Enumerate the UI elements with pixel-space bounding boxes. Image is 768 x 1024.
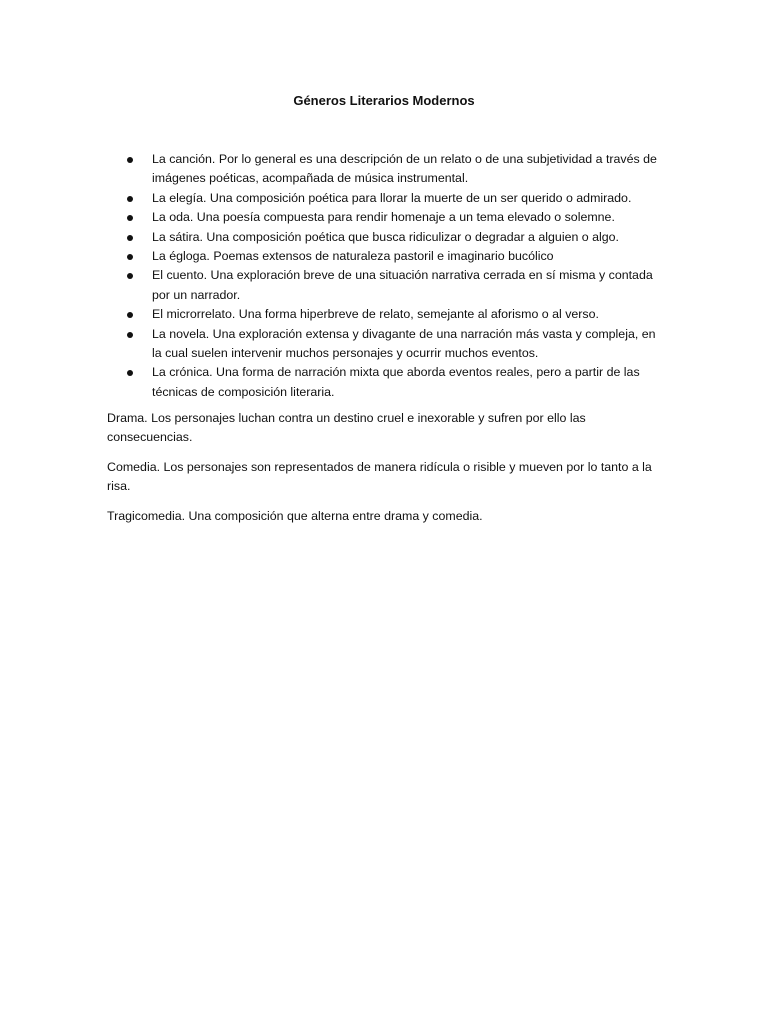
genre-list bbox=[124, 150, 664, 402]
bullet-icon bbox=[127, 157, 133, 163]
list-item-text: La oda. Una poesía compuesta para rendir homenaje a un tema elevado o solemne. bbox=[152, 210, 615, 225]
list-item bbox=[124, 208, 664, 227]
document-title: Géneros Literarios Modernos bbox=[293, 93, 475, 108]
bullet-icon bbox=[127, 196, 133, 202]
list-item-text: El cuento. Una exploración breve de una situación narrativa cerrada en sí misma y contada por un narrador. bbox=[152, 268, 653, 302]
bullet-icon bbox=[127, 332, 133, 338]
list-item-text: La novela. Una exploración extensa y divagante de una narración más vasta y compleja, en la cual suelen intervenir muchos personajes y ocurrir muchos eventos. bbox=[152, 326, 656, 361]
list-item-text: La canción. Por lo general es una descripción de un relato o de una subjetividad a través de imágenes poéticas, acompañada de música instrumental. bbox=[152, 152, 657, 186]
list-item-text: La crónica. Una forma de narración mixta que aborda eventos reales, pero a partir de las técnicas de composición literaria. bbox=[152, 365, 640, 399]
bullet-icon bbox=[127, 235, 133, 241]
list-item bbox=[124, 228, 664, 247]
list-item bbox=[124, 247, 664, 266]
bullet-icon bbox=[127, 254, 133, 260]
list-item bbox=[124, 189, 664, 208]
bullet-icon bbox=[127, 370, 133, 376]
bullet-icon bbox=[127, 312, 133, 318]
bullet-icon bbox=[127, 215, 133, 221]
list-item-text: El microrrelato. Una forma hiperbreve de relato, semejante al aforismo o al verso. bbox=[152, 307, 599, 322]
paragraph-tragicomedia: Tragicomedia. Una composición que alterna entre drama y comedia. bbox=[107, 509, 483, 523]
list-item bbox=[124, 363, 664, 402]
list-item-text: La sátira. Una composición poética que busca ridiculizar o degradar a alguien o algo. bbox=[152, 229, 619, 244]
paragraph-drama: Drama. Los personajes luchan contra un destino cruel e inexorable y sufren por ello las consecuencias. bbox=[107, 411, 586, 445]
list-item bbox=[124, 266, 664, 305]
list-item bbox=[124, 150, 664, 189]
list-item bbox=[124, 325, 664, 364]
bullet-icon bbox=[127, 273, 133, 279]
list-item-text: La égloga. Poemas extensos de naturaleza pastoril e imaginario bucólico bbox=[152, 249, 554, 264]
list-item-text: La elegía. Una composición poética para llorar la muerte de un ser querido o admirado. bbox=[152, 190, 632, 205]
list-item bbox=[124, 305, 664, 324]
paragraph-comedia: Comedia. Los personajes son representados de manera ridícula o risible y mueven por lo tanto a la risa. bbox=[107, 460, 652, 494]
